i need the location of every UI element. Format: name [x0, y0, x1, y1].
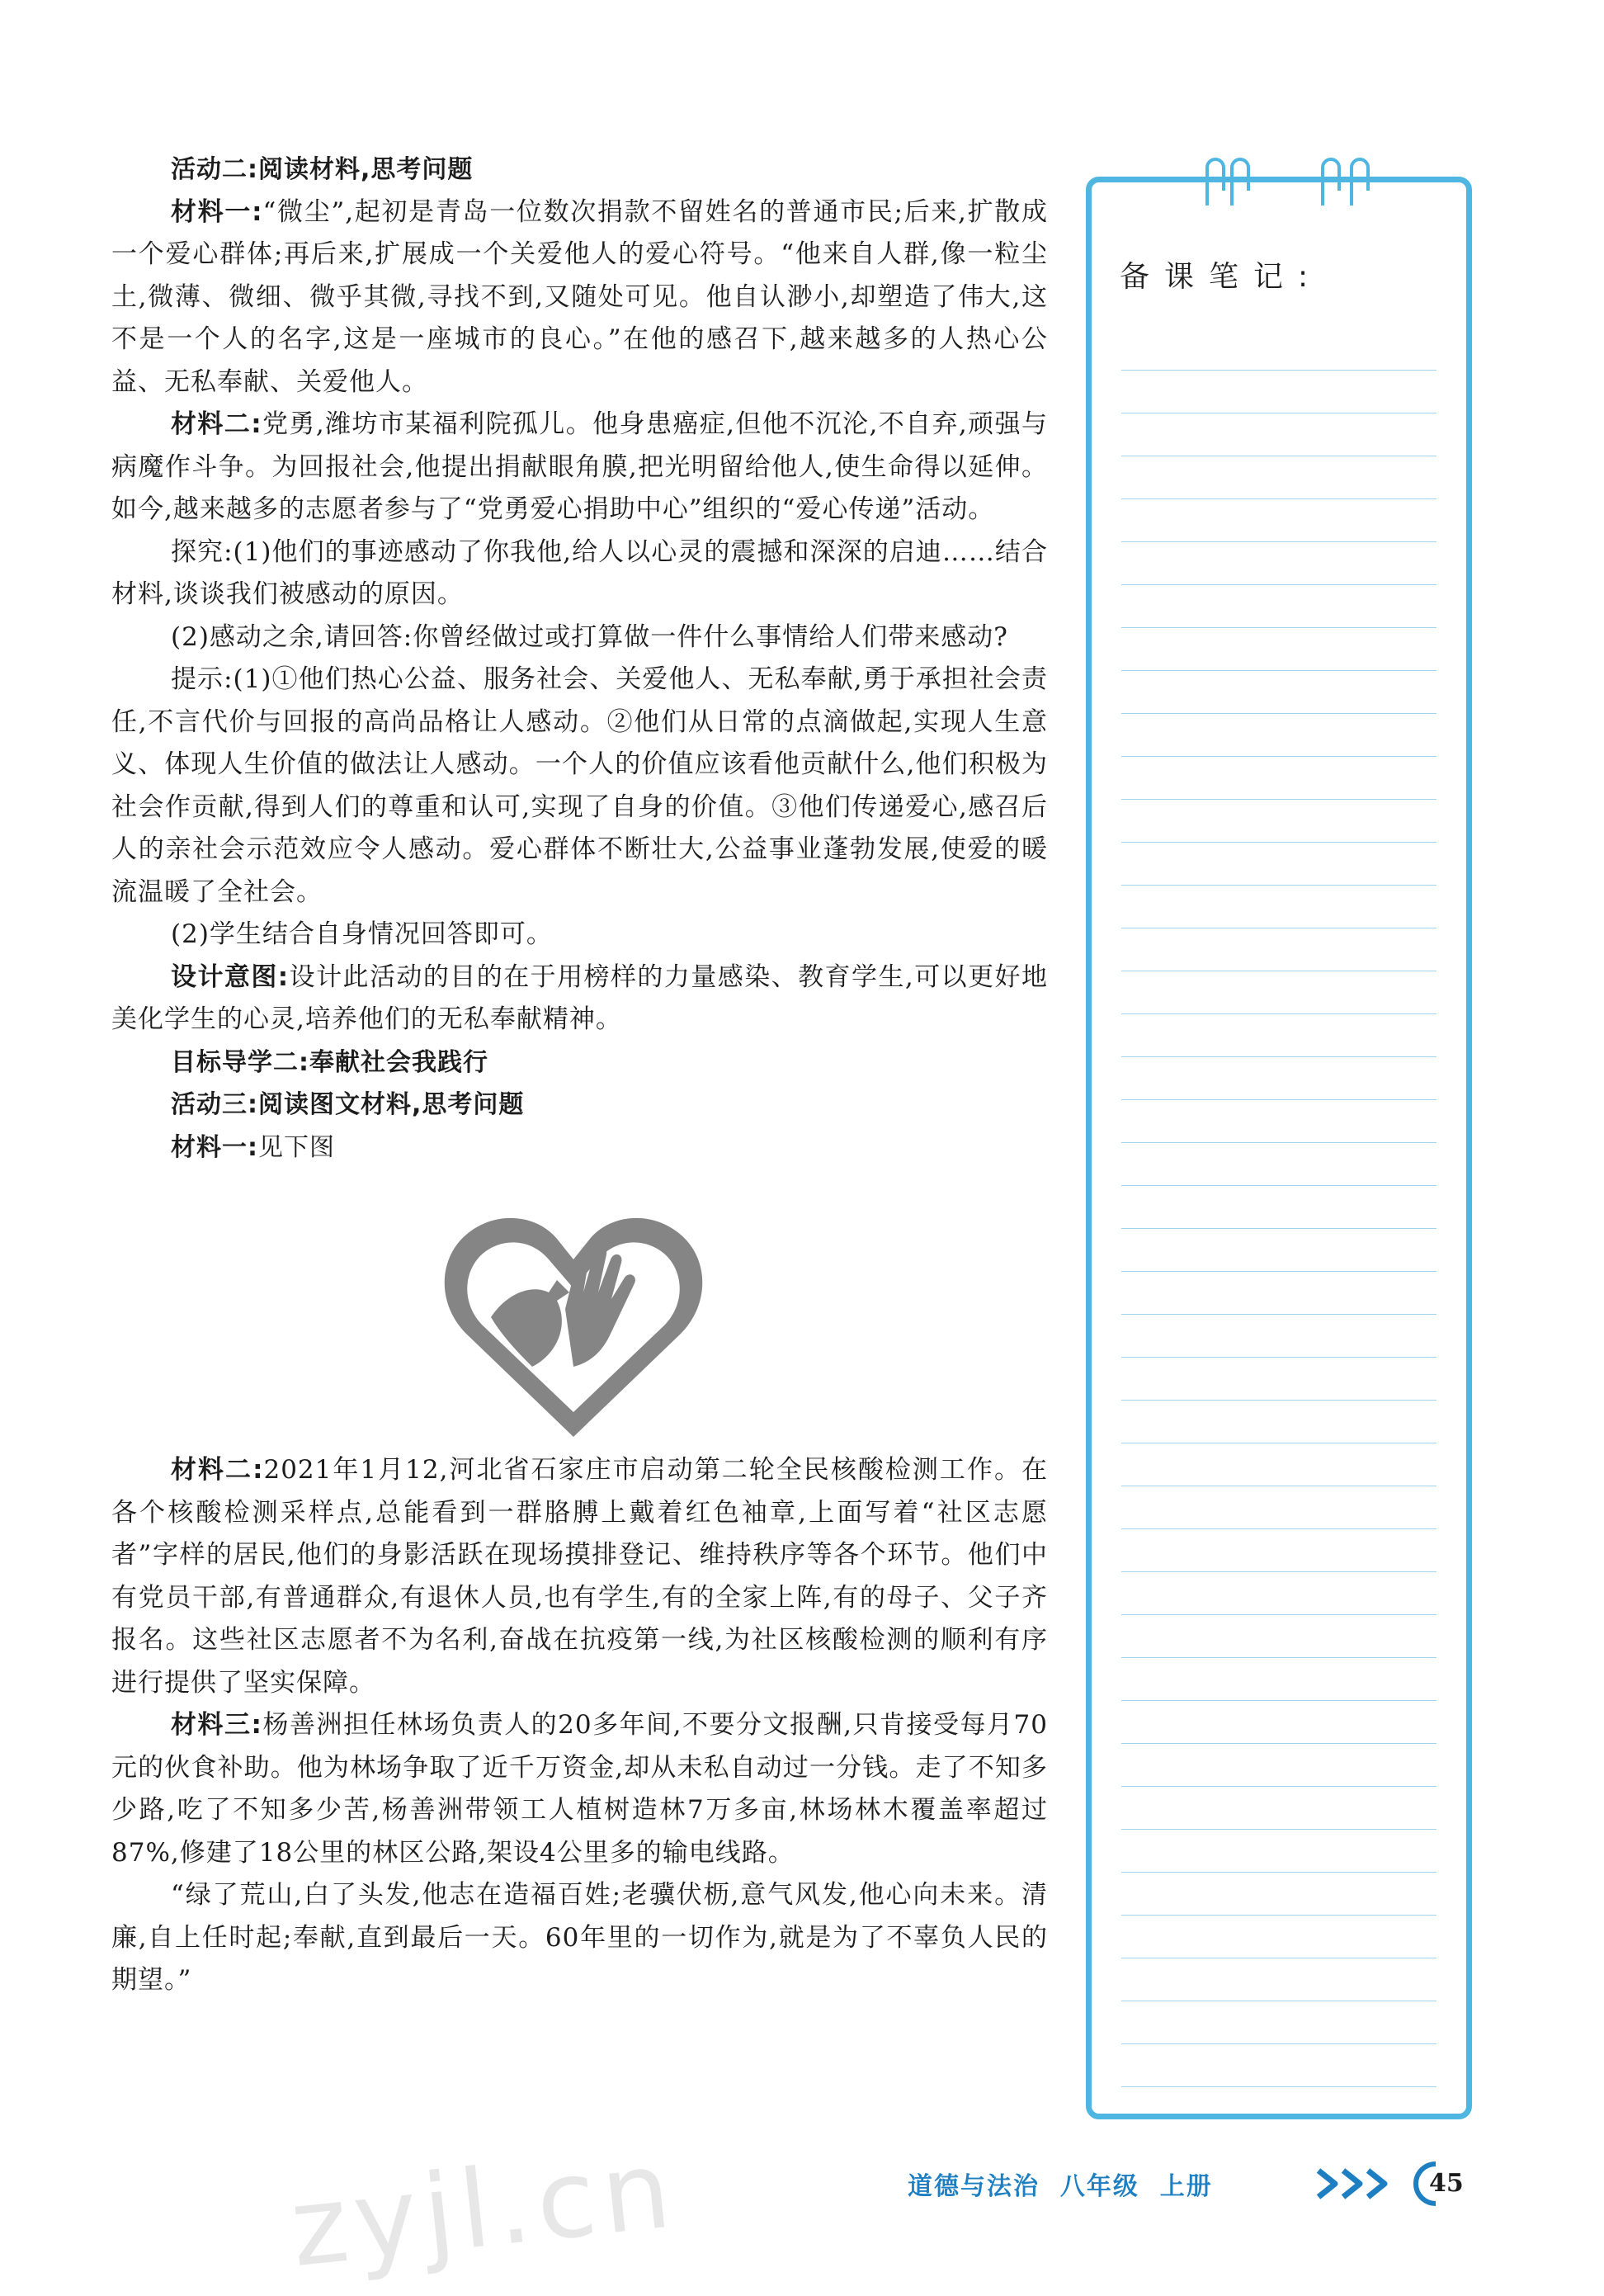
watermark: zyjl.cn [285, 2125, 683, 2292]
a3-material3-text: 杨善洲担任林场负责人的20多年间,不要分文报酬,只肯接受每月70元的伙食补助。他为林场争取了近千万资金,却从未私自动过一分钱。走了不知多少路,吃了不知多少苦,杨善洲带领工人植树造林7万多亩,林场林木覆盖率超过87%,修建了18公里的林区公路,架设4公里多的输电线路。 [111, 1710, 1048, 1868]
material1-text: “微尘”,起初是青岛一位数次捐款不留姓名的普通市民;后来,扩散成一个爱心群体;再后来,扩展成一个关爱他人的爱心符号。“他来自人群,像一粒尘土,微薄、微细、微乎其微,寻找不到,又随处可见。他自认渺小,却塑造了伟大,这不是一个人的名字,这是一座城市的良心。”在他的感召下,越来越多的人热心公益、无私奉献、关爱他人。 [111, 196, 1048, 397]
activity3-material3 [111, 1704, 1048, 1874]
hint-2: (2)学生结合自身情况回答即可。 [171, 919, 553, 949]
footer-subject: 道德与法治 八年级 上册 [908, 2172, 1213, 2201]
material2-text: 党勇,潍坊市某福利院孤儿。他身患癌症,但他不沉沦,不自弃,顽强与病魔作斗争。为回报社会,他提出捐献眼角膜,把光明留给他人,使生命得以延伸。如今,越来越多的志愿者参与了“党勇爱心捐助中心”组织的“爱心传递”活动。 [111, 409, 1048, 524]
a3-material1-label: 材料一: [171, 1132, 258, 1162]
volunteer-heart-hand-icon [433, 1202, 714, 1449]
activity3-heading: 活动三:阅读图文材料,思考问题 [171, 1090, 525, 1119]
material1-label: 材料一: [171, 196, 263, 227]
material2-label: 材料二: [171, 409, 262, 439]
main-column [111, 149, 1048, 2002]
activity2-material1 [111, 191, 1048, 404]
question-2: (2)感动之余,请回答:你曾经做过或打算做一件什么事情给人们带来感动? [171, 621, 1008, 652]
activity2-material2 [111, 404, 1048, 531]
design-intent-label: 设计意图: [171, 961, 290, 992]
activity3-material2 [111, 1449, 1048, 1704]
design-intent [111, 957, 1048, 1042]
question-1: 探究:(1)他们的事迹感动了你我他,给人以心灵的震撼和深深的启迪……结合材料,谈谈我们被感动的原因。 [111, 536, 1048, 609]
hint-1: 提示:(1)①他们热心公益、服务社会、关爱他人、无私奉献,勇于承担社会责任,不言代价与回报的高尚品格让人感动。②他们从日常的点滴做起,实现人生意义、体现人生价值的做法让人感动。一个人的价值应该看他贡献什么,他们积极为社会作贡献,得到人们的尊重和认可,实现了自身的价值。③他们传递爱心,感召后人的亲社会示范效应令人感动。爱心群体不断壮大,公益事业蓬勃发展,使爱的暖流温暖了全社会。 [111, 664, 1048, 907]
a3-material2-text: 2021年1月12,河北省石家庄市启动第二轮全民核酸检测工作。在各个核酸检测采样点,总能看到一群胳膊上戴着红色袖章,上面写着“社区志愿者”字样的居民,他们的身影活跃在现场摸排登记、维持秩序等各个环节。他们中有党员干部,有普通群众,有退休人员,也有学生,有的全家上阵,有的母子、父子齐报名。这些社区志愿者不为名利,奋战在抗疫第一线,为社区核酸检测的顺利有序进行提供了坚实保障。 [111, 1455, 1048, 1698]
notes-lines[interactable] [1121, 328, 1437, 2089]
double-chevron-icon [1314, 2167, 1413, 2200]
goal2-heading: 目标导学二:奉献社会我践行 [171, 1047, 488, 1077]
quote: “绿了荒山,白了头发,他志在造福百姓;老骥伏枥,意气风发,他心向未来。清廉,自上任时起;奉献,直到最后一天。60年里的一切作为,就是为了不辜负人民的期望。” [111, 1880, 1048, 1995]
figure-area [111, 1169, 1048, 1449]
a3-material3-label: 材料三: [171, 1710, 262, 1740]
activity3-material1 [111, 1127, 1048, 1169]
notes-title: 备课笔记: [1120, 260, 1323, 294]
notes-panel [1086, 177, 1472, 2119]
a3-material2-label: 材料二: [171, 1455, 264, 1485]
activity2-heading: 活动二:阅读材料,思考问题 [171, 155, 474, 184]
a3-material1-text: 见下图 [258, 1132, 335, 1162]
design-intent-text: 设计此活动的目的在于用榜样的力量感染、教育学生,可以更好地美化学生的心灵,培养他们的无私奉献精神。 [111, 961, 1048, 1034]
binder-rings-icon [1199, 158, 1397, 207]
page-footer [908, 2159, 1502, 2209]
page-number: 45 [1429, 2169, 1464, 2198]
